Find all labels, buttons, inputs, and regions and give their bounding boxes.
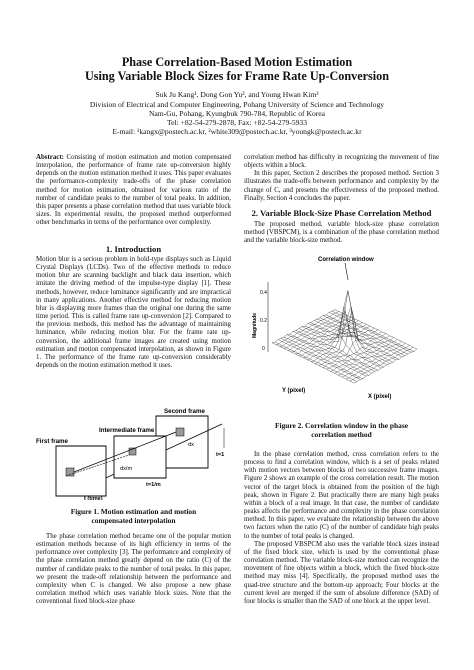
fig1-intermediate-frame-label: Intermediate frame (99, 427, 155, 434)
figure1-caption-line1: Figure 1. Motion estimation and motion (70, 507, 197, 516)
right-bottom-text (244, 451, 439, 606)
contact-email: E-mail: ¹kangx@postech.ac.kr, ²white309@postech.ac.kr, ³youngk@postech.ac.kr (112, 127, 362, 136)
paper-title-line2: Using Variable Block Sizes for Frame Rate Up-Conversion (84, 69, 390, 83)
author-names: Suk Ju Kang¹, Dong Gon Yu², and Young Hwan Kim³ (155, 90, 319, 99)
fig1-t1-label: t=1 (216, 452, 225, 458)
left-bottom-text (36, 533, 231, 606)
right-top-paragraph2: In this paper, Section 2 describes the proposed method. Section 3 illustrates the trade-offs between performance and complexity by the change of C, and presents the effectiveness of the proposed method. Finally, Section 4 concludes the paper. (244, 170, 439, 202)
fig2-mesh-surface (272, 291, 417, 383)
abstract-label: Abstract: (36, 154, 64, 161)
figure1-caption (36, 507, 231, 525)
fig2-mesh-line (305, 291, 387, 365)
abstract (36, 154, 231, 227)
figure2-caption (244, 421, 439, 439)
fig1-t1m-label: t=1/m (146, 482, 161, 488)
left-bottom-paragraph: The phase correlation method became one of the popular motion estimation methods because of its high efficiency in terms of the performance over complexity [3]. The performance and complexity of the phase correlation method greatly depend on the ratio (C) of the number of candidate peaks to the number of total peaks. In this paper, we present the trade-off relationship between the performance and complexity when C is changed. We also propose a new phase correlation method which uses variable block sizes. Note that the conventional fixed block-size phase (36, 533, 231, 606)
fig2-ztick-0: 0.4 (260, 290, 267, 296)
fig2-mesh-line (334, 340, 397, 374)
fig2-mesh-line (292, 319, 355, 352)
fig1-dxm-label: dx/m (120, 466, 133, 472)
section-heading-vbspcm: 2. Variable Block-Size Phase Correlation Method (251, 208, 432, 218)
affiliation-line2: Nam-Gu, Pohang, Kyungbuk 790-784, Republic of Korea (148, 109, 326, 118)
fig2-mesh-line (323, 315, 405, 356)
figure2-caption-line2: correlation method (311, 430, 372, 439)
fig1-second-frame-label: Second frame (164, 408, 205, 415)
fig1-dx-label: dx (188, 442, 194, 448)
figure1-caption-line2: compensated interpolation (91, 516, 176, 525)
fig2-mesh-line (275, 342, 357, 382)
paper-title-line1: Phase Correlation-Based Motion Estimation (121, 55, 353, 69)
figure1-diagram (36, 408, 236, 500)
figure2-correlation-plot (250, 252, 435, 412)
fig1-time-label: t (time) (84, 496, 103, 500)
right-bottom-paragraph2: The proposed VBSPCM also uses the variable block sizes instead of the fixed block size, which is used by the conventional phase correlation method. The variable block-size method can recognize the movement of fine objects within a block, which the fixed block-size method may miss [4]. Specifically, the proposed method uses the quad-tree structure and the bottom-up approach; Four blocks at the current level are merged if the sum of absolute difference (SAD) of four blocks is smaller than the SAD of one block at the upper level. (244, 540, 439, 605)
section2-paragraph: The proposed method, variable block-size phase correlation method (VBSPCM), is a combination of the phase correlation method and the variable block-size method. (244, 221, 439, 245)
fig2-ztick-2: 0 (262, 346, 265, 352)
fig2-window-label: Correlation window (318, 257, 374, 263)
intro-paragraph: Motion blur is a serious problem in hold-type displays such as Liquid Crystal Displays (LCDs). Two of the effective methods to reduce motion blur are scanning backlight and black data insertion, which imitate the driving method of the impulse-type display [1]. These methods, however, reduce luminance significantly and are impractical in many applications. Another effective method for reducing motion blur is displaying more frames than the original one during the same time period. This is called frame rate up-conversion [2]. Compared to the previous methods, this method has the advantage of maintaining luminance, while reducing motion blur. For the frame rate up-conversion, the additional frame images are created using motion estimation and motion compensated interpolation, as shown in Figure 1. The performance of the frame rate up-conversion considerably depends on the motion estimation method it uses. (36, 256, 231, 370)
section2-intro-text (244, 221, 439, 245)
right-top-text (244, 154, 439, 203)
abstract-paragraph (36, 154, 231, 227)
fig2-magnitude-label: Magnitude (252, 313, 258, 338)
right-top-paragraph1: correlation method has difficulty in recognizing the movement of fine objects within a block. (244, 154, 439, 170)
introduction-text (36, 256, 231, 370)
fig1-first-frame-label: First frame (36, 438, 68, 445)
figure2-caption-line1: Figure 2. Correlation window in the phase (275, 421, 408, 430)
affiliation-line1: Division of Electrical and Computer Engineering, Pohang University of Science and Technology (89, 100, 385, 109)
fig2-mesh-line (293, 332, 375, 372)
fig2-ztick-1: 0.2 (260, 318, 267, 324)
fig2-ypixel-label: Y (pixel) (282, 388, 306, 394)
section-heading-introduction: 1. Introduction (105, 244, 162, 254)
fig2-mesh-line (272, 343, 354, 383)
contact-tel: Tel: +82-54-279-2878, Fax: +82-54-279-5933 (166, 118, 308, 127)
fig2-xpixel-label: X (pixel) (368, 394, 392, 400)
right-bottom-paragraph1: In the phase correlation method, cross correlation refers to the process to find a correlation window, which is a set of peaks related with motion vectors between blocks of two successive frame images. Figure 2 shows an example of the cross correlation result. The motion vector of the target block is obtained from the position of the high peak, shown in Figure 2. But practically there are many high peaks within a block of a real image. In that case, the number of candidate peaks affects the performance and complexity in the phase correlation method. In this paper, we evaluate the relationship between the above two factors when the ratio (C) of the number of candidate high peaks to the number of total peaks is changed. (244, 451, 439, 540)
abstract-text: Consisting of motion estimation and motion compensated interpolation, the performance of frame rate up-conversion highly depends on the motion estimation method it uses. This paper evaluates the performance-complexity trade-offs of the phase correlation method for motion estimation, obtained for various ratio of the number of candidate peaks to the number of total peaks. In addition, this paper presents a phase correlation method that uses variable block sizes. In experimental results, the proposed method outperformed other benchmarks in terms of the performance over complexity. (36, 154, 231, 227)
